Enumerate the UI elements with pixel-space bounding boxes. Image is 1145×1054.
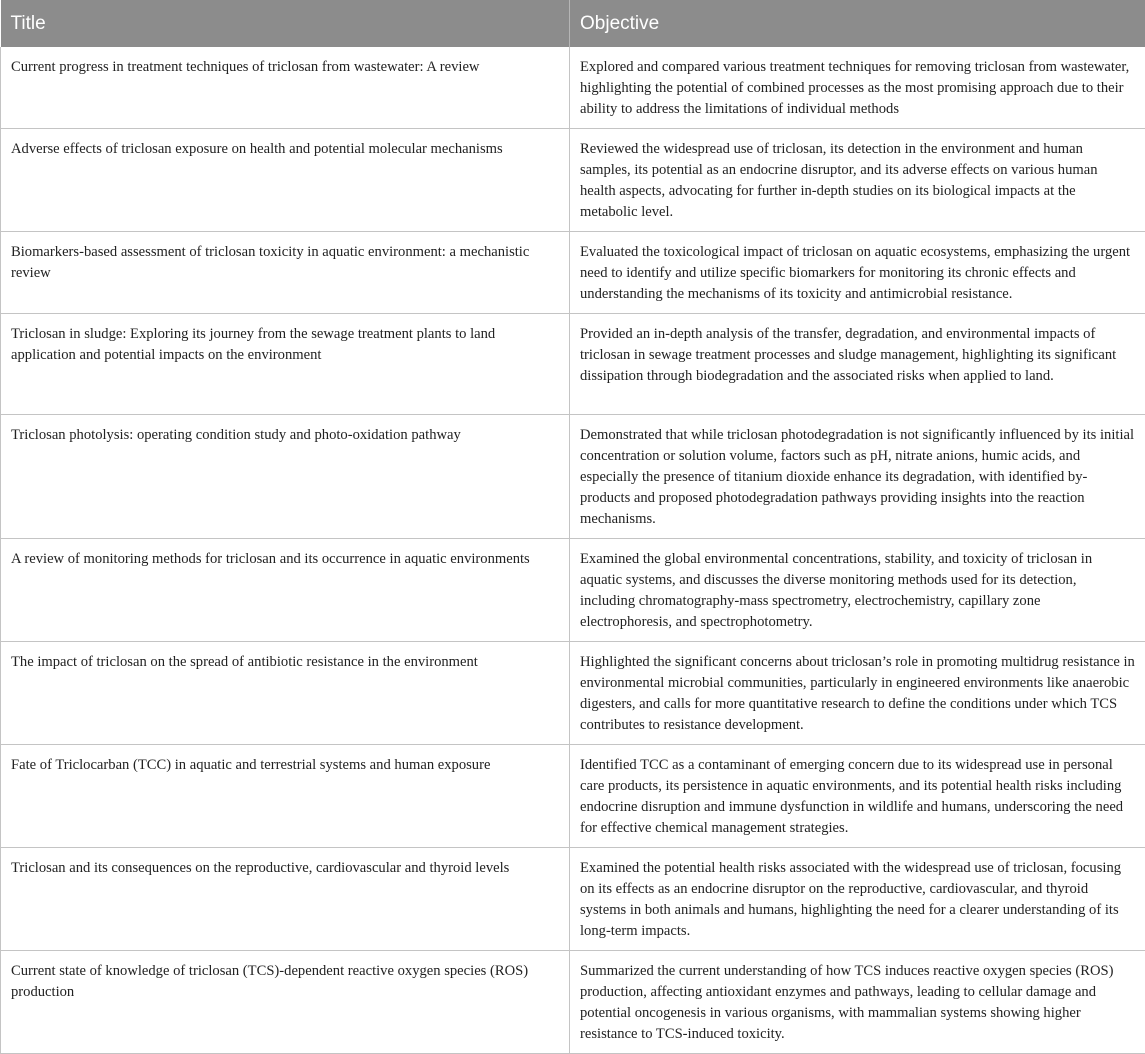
title-cell: Triclosan in sludge: Exploring its journey from the sewage treatment plants to land application and potential impacts on the environment	[1, 314, 570, 415]
title-cell: Triclosan photolysis: operating condition study and photo-oxidation pathway	[1, 415, 570, 539]
title-cell: Fate of Triclocarban (TCC) in aquatic and terrestrial systems and human exposure	[1, 745, 570, 848]
objective-cell: Evaluated the toxicological impact of triclosan on aquatic ecosystems, emphasizing the urgent need to identify and utilize specific biomarkers for monitoring its chronic effects and understanding the mechanisms of its toxicity and antimicrobial resistance.	[570, 232, 1145, 314]
objective-cell: Highlighted the significant concerns about triclosan’s role in promoting multidrug resistance in environmental microbial communities, particularly in engineered environments like anaerobic digesters, and calls for more quantitative research to define the conditions under which TCS contributes to resistance development.	[570, 642, 1145, 745]
title-cell: Triclosan and its consequences on the reproductive, cardiovascular and thyroid levels	[1, 848, 570, 951]
title-cell: Biomarkers-based assessment of triclosan toxicity in aquatic environment: a mechanistic review	[1, 232, 570, 314]
table-row	[1, 129, 1145, 232]
title-cell: Current progress in treatment techniques of triclosan from wastewater: A review	[1, 47, 570, 129]
table-row	[1, 47, 1145, 129]
header-row	[1, 0, 1145, 47]
table-row	[1, 415, 1145, 539]
table-row	[1, 314, 1145, 415]
objective-cell: Identified TCC as a contaminant of emerging concern due to its widespread use in personal care products, its persistence in aquatic environments, and its potential health risks including endocrine disruption and immune dysfunction in wildlife and humans, underscoring the need for effective chemical management strategies.	[570, 745, 1145, 848]
table-body	[1, 47, 1145, 1054]
objective-cell: Explored and compared various treatment techniques for removing triclosan from wastewater, highlighting the potential of combined processes as the most promising approach due to their ability to address the limitations of individual methods	[570, 47, 1145, 129]
title-cell: Current state of knowledge of triclosan (TCS)-dependent reactive oxygen species (ROS) production	[1, 951, 570, 1054]
table-row	[1, 642, 1145, 745]
objective-cell: Examined the potential health risks associated with the widespread use of triclosan, focusing on its effects as an endocrine disruptor on the reproductive, cardiovascular, and thyroid systems in both animals and humans, highlighting the need for a clearer understanding of its long-term impacts.	[570, 848, 1145, 951]
table-row	[1, 232, 1145, 314]
objective-cell: Demonstrated that while triclosan photodegradation is not significantly influenced by its initial concentration or solution volume, factors such as pH, nitrate anions, humic acids, and especially the presence of titanium dioxide enhance its degradation, with identified by-products and proposed photodegradation pathways providing insights into the reaction mechanisms.	[570, 415, 1145, 539]
objective-cell: Reviewed the widespread use of triclosan, its detection in the environment and human samples, its potential as an endocrine disruptor, and its adverse effects on various human health aspects, advocating for further in-depth studies on its biological impacts at the metabolic level.	[570, 129, 1145, 232]
title-cell: The impact of triclosan on the spread of antibiotic resistance in the environment	[1, 642, 570, 745]
header-objective: Objective	[570, 0, 1145, 47]
table-header	[1, 0, 1145, 47]
title-cell: A review of monitoring methods for triclosan and its occurrence in aquatic environments	[1, 539, 570, 642]
table-row	[1, 848, 1145, 951]
objective-cell: Summarized the current understanding of how TCS induces reactive oxygen species (ROS) production, affecting antioxidant enzymes and pathways, leading to cellular damage and potential oncogenesis in various organisms, with mammalian systems showing higher resistance to TCS-induced toxicity.	[570, 951, 1145, 1054]
table-row	[1, 745, 1145, 848]
title-cell: Adverse effects of triclosan exposure on health and potential molecular mechanisms	[1, 129, 570, 232]
table-row	[1, 539, 1145, 642]
table-row	[1, 951, 1145, 1054]
objective-cell: Examined the global environmental concentrations, stability, and toxicity of triclosan in aquatic systems, and discusses the diverse monitoring methods used for its detection, including chromatography-mass spectrometry, electrochemistry, capillary zone electrophoresis, and spectrophotometry.	[570, 539, 1145, 642]
objective-cell: Provided an in-depth analysis of the transfer, degradation, and environmental impacts of triclosan in sewage treatment processes and sludge management, highlighting its significant dissipation through biodegradation and the associated risks when applied to land.	[570, 314, 1145, 415]
header-title: Title	[1, 0, 570, 47]
